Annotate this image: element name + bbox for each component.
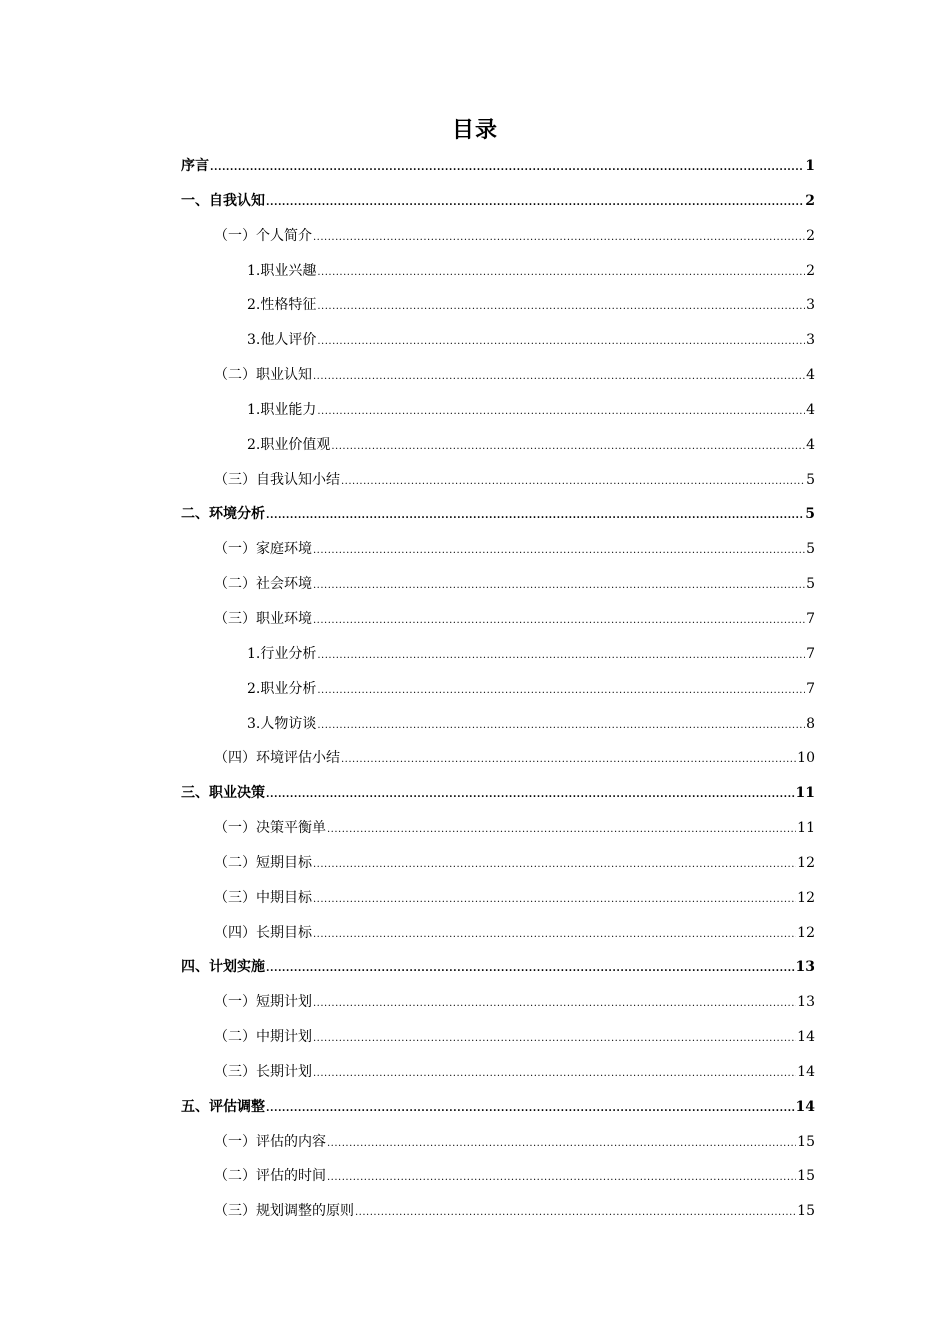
toc-entry-title: 四、计划实施 (181, 959, 265, 976)
toc-dot-leader (317, 290, 805, 325)
toc-entry[interactable] (181, 393, 815, 428)
toc-entry-title: 序言 (181, 158, 209, 174)
toc-entry-page-number: 5 (806, 576, 815, 593)
toc-dot-leader (341, 465, 805, 500)
toc-entry-title: 2.职业价值观 (247, 436, 331, 453)
toc-entry-page-number: 15 (797, 1133, 815, 1150)
toc-entry-title: 三、职业决策 (181, 785, 265, 802)
toc-entry-page-number: 7 (806, 645, 815, 662)
toc-entry-page-number: 5 (806, 471, 815, 488)
toc-dot-leader (313, 569, 805, 604)
toc-dot-leader (313, 360, 805, 395)
toc-entry-title: 3.他人评价 (247, 332, 317, 349)
toc-entry-title: （三）长期计划 (214, 1063, 312, 1080)
toc-dot-leader (313, 1022, 796, 1057)
toc-entry[interactable] (181, 637, 815, 672)
toc-entry-page-number: 12 (797, 854, 815, 871)
toc-entry[interactable] (181, 602, 815, 637)
toc-dot-leader (331, 430, 805, 465)
toc-dot-leader (210, 151, 804, 186)
toc-dot-leader (317, 639, 805, 674)
toc-entry-title: （四）长期目标 (214, 924, 312, 941)
toc-dot-leader (317, 325, 805, 360)
toc-entry-page-number: 10 (797, 750, 815, 767)
toc-entry[interactable] (181, 811, 815, 846)
toc-entry[interactable] (181, 1125, 815, 1160)
toc-entry[interactable] (181, 1194, 815, 1229)
toc-entry-page-number: 1 (805, 158, 815, 174)
toc-entry-title: （二）中期计划 (214, 1029, 312, 1046)
toc-entry[interactable] (181, 497, 815, 532)
toc-entry[interactable] (181, 1020, 815, 1055)
toc-dot-leader (313, 918, 796, 953)
toc-entry-page-number: 8 (806, 715, 815, 732)
toc-dot-leader (266, 186, 804, 221)
toc-entry-title: 3.人物访谈 (247, 715, 317, 732)
toc-entry-page-number: 13 (795, 959, 815, 976)
toc-entry-page-number: 15 (797, 1168, 815, 1185)
toc-dot-leader (266, 952, 795, 987)
toc-entry-page-number: 5 (806, 541, 815, 558)
toc-dot-leader (341, 743, 796, 778)
toc-dot-leader (313, 848, 796, 883)
toc-entry[interactable] (181, 881, 815, 916)
toc-entry-title: （四）环境评估小结 (214, 750, 340, 767)
toc-entry-title: （一）个人简介 (214, 227, 312, 244)
toc-dot-leader (266, 499, 804, 534)
toc-entry-title: 1.职业能力 (247, 401, 317, 418)
toc-entry-page-number: 7 (806, 680, 815, 697)
toc-entry-page-number: 14 (797, 1029, 815, 1046)
toc-entry-title: 二、环境分析 (181, 506, 265, 523)
toc-entry-title: 五、评估调整 (181, 1098, 265, 1115)
toc-entry[interactable] (181, 288, 815, 323)
toc-entry-title: （三）中期目标 (214, 889, 312, 906)
toc-dot-leader (317, 256, 805, 291)
toc-entry[interactable] (181, 985, 815, 1020)
toc-dot-leader (327, 813, 796, 848)
toc-entry[interactable] (181, 1055, 815, 1090)
toc-entry-page-number: 2 (806, 227, 815, 244)
toc-entry[interactable] (181, 254, 815, 289)
toc-entry-page-number: 4 (806, 367, 815, 384)
toc-dot-leader (313, 221, 805, 256)
toc-entry[interactable] (181, 916, 815, 951)
toc-entry-title: （一）家庭环境 (214, 541, 312, 558)
toc-entry-title: （二）职业认知 (214, 367, 312, 384)
toc-entry[interactable] (181, 532, 815, 567)
toc-entry-title: 2.性格特征 (247, 297, 317, 314)
toc-entry-title: 1.行业分析 (247, 645, 317, 662)
toc-entry-title: （三）自我认知小结 (214, 471, 340, 488)
toc-entry[interactable] (181, 707, 815, 742)
toc-entry-page-number: 5 (805, 506, 815, 523)
toc-entry[interactable] (181, 358, 815, 393)
toc-entry[interactable] (181, 184, 815, 219)
toc-entry-page-number: 2 (805, 192, 815, 209)
toc-dot-leader (266, 1092, 795, 1127)
toc-entry[interactable] (181, 672, 815, 707)
toc-dot-leader (317, 395, 805, 430)
toc-entry-page-number: 3 (806, 332, 815, 349)
toc-entry-title: （三）规划调整的原则 (214, 1203, 354, 1220)
toc-entry-title: 2.职业分析 (247, 680, 317, 697)
toc-entry[interactable] (181, 1159, 815, 1194)
toc-entry[interactable] (181, 741, 815, 776)
toc-entry-title: 1.职业兴趣 (247, 262, 317, 279)
toc-dot-leader (313, 1057, 796, 1092)
toc-entry-page-number: 12 (797, 924, 815, 941)
toc-entry-title: 一、自我认知 (181, 192, 265, 209)
toc-dot-leader (313, 987, 796, 1022)
toc-list (181, 149, 815, 1229)
toc-entry-title: （二）评估的时间 (214, 1168, 326, 1185)
toc-entry-title: （二）短期目标 (214, 854, 312, 871)
toc-entry-page-number: 4 (806, 436, 815, 453)
toc-entry-page-number: 4 (806, 401, 815, 418)
toc-entry-page-number: 14 (795, 1098, 815, 1115)
toc-entry[interactable] (181, 149, 815, 184)
toc-entry[interactable] (181, 219, 815, 254)
toc-dot-leader (266, 778, 795, 813)
toc-dot-leader (313, 534, 805, 569)
toc-entry-title: （一）短期计划 (214, 994, 312, 1011)
toc-entry-page-number: 2 (806, 262, 815, 279)
toc-dot-leader (327, 1127, 796, 1162)
toc-entry[interactable] (181, 428, 815, 463)
toc-entry[interactable] (181, 1090, 815, 1125)
toc-title: 目录 (451, 117, 498, 143)
toc-entry-page-number: 15 (797, 1203, 815, 1220)
toc-entry-page-number: 7 (806, 610, 815, 627)
toc-entry-title: （三）职业环境 (214, 610, 312, 627)
toc-entry-title: （一）评估的内容 (214, 1133, 326, 1150)
toc-dot-leader (313, 883, 796, 918)
toc-entry-title: （二）社会环境 (214, 576, 312, 593)
toc-entry-title: （一）决策平衡单 (214, 820, 326, 837)
toc-entry[interactable] (181, 846, 815, 881)
toc-entry-page-number: 11 (797, 820, 815, 837)
toc-dot-leader (327, 1161, 796, 1196)
toc-dot-leader (355, 1196, 796, 1231)
toc-entry[interactable] (181, 950, 815, 985)
toc-entry-page-number: 3 (806, 297, 815, 314)
toc-dot-leader (317, 709, 805, 744)
toc-entry[interactable] (181, 323, 815, 358)
toc-dot-leader (317, 674, 805, 709)
toc-entry-page-number: 14 (797, 1063, 815, 1080)
toc-entry-page-number: 12 (797, 889, 815, 906)
toc-entry[interactable] (181, 567, 815, 602)
toc-entry-page-number: 11 (795, 785, 815, 802)
toc-entry-page-number: 13 (797, 994, 815, 1011)
toc-entry[interactable] (181, 463, 815, 498)
toc-entry[interactable] (181, 776, 815, 811)
toc-dot-leader (313, 604, 805, 639)
